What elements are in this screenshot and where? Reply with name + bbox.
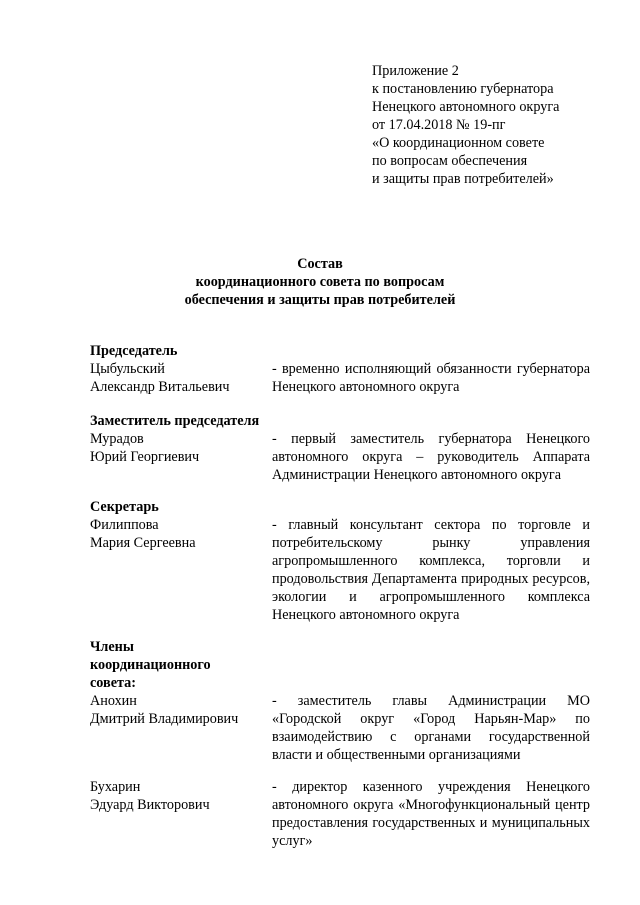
secretary-surname: Филиппова	[90, 517, 159, 533]
secretary-heading: Секретарь	[90, 499, 159, 515]
deputy-description-text: - первый заместитель губернатора Ненецкого автономного округа – руководитель Аппарата Администрации Ненецкого автономного округа	[272, 431, 590, 483]
appendix-line: и защиты прав потребителей»	[372, 171, 554, 187]
member-given-name: Дмитрий Владимирович	[90, 711, 239, 727]
member-surname: Анохин	[90, 693, 137, 709]
chair-heading: Председатель	[90, 343, 178, 359]
appendix-line: «О координационном совете	[372, 135, 545, 151]
members-heading-line: совета:	[90, 675, 136, 691]
appendix-line: Ненецкого автономного округа	[372, 99, 560, 115]
secretary-description	[272, 516, 590, 624]
secretary-description-text: - главный консультант сектора по торговле и потребительскому рынку управления агропромышленного комплекса, торговли и продовольствия Департамента природных ресурсов, экологии и агропромышленного комплекса Ненецкого автономного округа	[272, 517, 590, 623]
members-heading-line: координационного	[90, 657, 211, 673]
deputy-heading: Заместитель председателя	[90, 413, 260, 429]
title-line: координационного совета по вопросам	[195, 274, 445, 290]
deputy-given-name: Юрий Георгиевич	[90, 449, 200, 465]
title-line: обеспечения и защиты прав потребителей	[184, 292, 456, 308]
deputy-surname: Мурадов	[90, 431, 144, 447]
appendix-line: от 17.04.2018 № 19-пг	[372, 117, 506, 133]
title-line: Состав	[297, 256, 343, 272]
appendix-block	[372, 62, 632, 188]
member-description-text: - директор казенного учреждения Ненецкого автономного округа «Многофункциональный центр предоставления государственных и муниципальных услуг»	[272, 779, 590, 849]
chair-description-text: - временно исполняющий обязанности губернатора Ненецкого автономного округа	[272, 361, 590, 395]
member-surname: Бухарин	[90, 779, 141, 795]
document-title	[0, 255, 640, 309]
chair-surname: Цыбульский	[90, 361, 165, 377]
chair-description	[272, 360, 590, 396]
members-heading-line: Члены	[90, 639, 134, 655]
appendix-line: по вопросам обеспечения	[372, 153, 528, 169]
member-description	[272, 692, 590, 764]
chair-given-name: Александр Витальевич	[90, 379, 230, 395]
deputy-description	[272, 430, 590, 484]
secretary-given-name: Мария Сергеевна	[90, 535, 196, 551]
member-description	[272, 778, 590, 850]
appendix-line: к постановлению губернатора	[372, 81, 554, 97]
member-given-name: Эдуард Викторович	[90, 797, 210, 813]
member-description-text: - заместитель главы Администрации МО «Городской округ «Город Нарьян-Мар» по взаимодействию с органами государственной власти и общественными организациями	[272, 693, 590, 763]
appendix-line: Приложение 2	[372, 63, 459, 79]
